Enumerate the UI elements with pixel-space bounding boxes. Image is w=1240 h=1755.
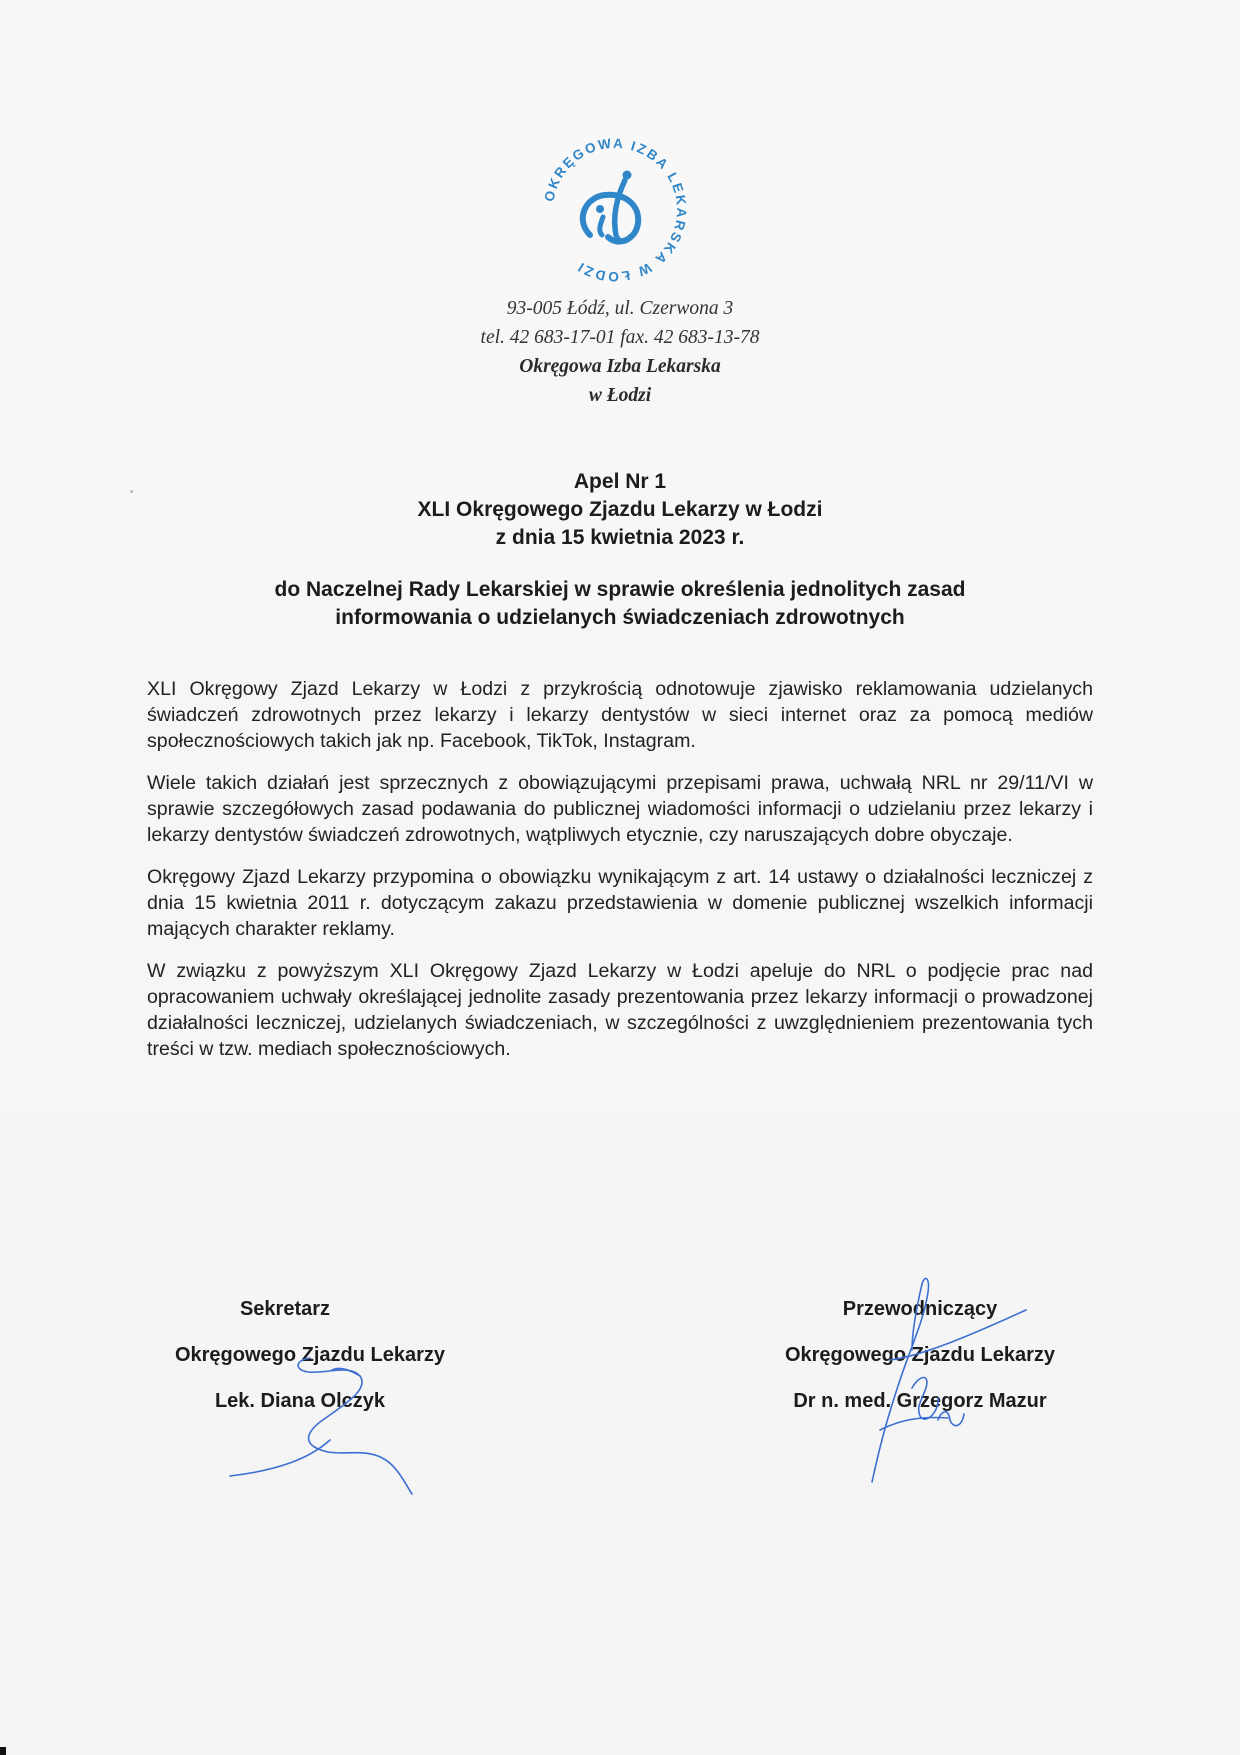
document-body	[147, 676, 1093, 1078]
scan-speck	[130, 490, 133, 493]
body-paragraph-3: Okręgowy Zjazd Lekarzy przypomina o obowiązku wynikającym z art. 14 ustawy o działalności leczniczej z dnia 15 kwietnia 2011 r. dotyczącym zakazu przedstawienia w domenie publicznej wszelkich informacji mających charakter reklamy.	[147, 866, 1093, 940]
body-paragraph-2: Wiele takich działań jest sprzecznych z obowiązującymi przepisami prawa, uchwałą NRL nr 29/11/VI w sprawie szczegółowych zasad podawania do publicznej wiadomości informacji o udzielaniu przez lekarzy i lekarzy dentystów świadczeń zdrowotnych, wątpliwych etycznie, czy naruszających dobre obyczaje.	[147, 772, 1093, 846]
caduceus-snake-logo-icon	[530, 125, 700, 295]
signatory-body: Okręgowego Zjazdu Lekarzy	[784, 1344, 1056, 1366]
title-line-3: z dnia 15 kwietnia 2023 r.	[495, 526, 745, 549]
logo-ring-text: OKRĘGOWA IZBA LEKARSKA W ŁODZI	[541, 135, 690, 285]
contact-line: tel. 42 683-17-01 fax. 42 683-13-78	[480, 327, 760, 348]
address-line: 93-005 Łódź, ul. Czerwona 3	[506, 298, 734, 319]
org-name-line2: w Łodzi	[588, 385, 652, 406]
title-line-1: Apel Nr 1	[573, 470, 667, 493]
signatory-body: Okręgowego Zjazdu Lekarzy	[174, 1344, 446, 1366]
document-subject	[150, 576, 1090, 632]
signature-block-secretary	[130, 1296, 490, 1434]
signatory-name: Lek. Diana Olczyk	[214, 1390, 386, 1412]
signatory-name: Dr n. med. Grzegorz Mazur	[793, 1390, 1047, 1412]
subject-line-1: do Naczelnej Rady Lekarskiej w sprawie określenia jednolitych zasad	[274, 578, 966, 601]
subject-line-2: informowania o udzielanych świadczeniach zdrowotnych	[335, 606, 905, 629]
document-title	[200, 468, 1040, 552]
body-paragraph-4: W związku z powyższym XLI Okręgowy Zjazd Lekarzy w Łodzi apeluje do NRL o podjęcie prac nad opracowaniem uchwały określającej jednolite zasady prezentowania przez lekarzy informacji o prowadzonej działalności leczniczej, udzielanych świadczeniach, w szczególności z uwzględnieniem prezentowania tych treści w tzw. mediach społecznościowych.	[147, 960, 1093, 1060]
signatory-role: Przewodniczący	[842, 1298, 998, 1320]
title-line-2: XLI Okręgowego Zjazdu Lekarzy w Łodzi	[417, 498, 823, 521]
signature-block-chair	[730, 1296, 1110, 1434]
org-name-line1: Okręgowa Izba Lekarska	[519, 356, 721, 377]
signatory-role: Sekretarz	[239, 1298, 331, 1320]
chamber-logo	[530, 125, 700, 295]
scan-corner-mark	[0, 1747, 6, 1755]
body-paragraph-1: XLI Okręgowy Zjazd Lekarzy w Łodzi z przykrością odnotowuje zjawisko reklamowania udzielanych świadczeń zdrowotnych przez lekarzy i lekarzy dentystów w sieci internet oraz za pomocą mediów społecznościowych takich jak np. Facebook, TikTok, Instagram.	[147, 678, 1093, 752]
letterhead	[370, 294, 870, 410]
